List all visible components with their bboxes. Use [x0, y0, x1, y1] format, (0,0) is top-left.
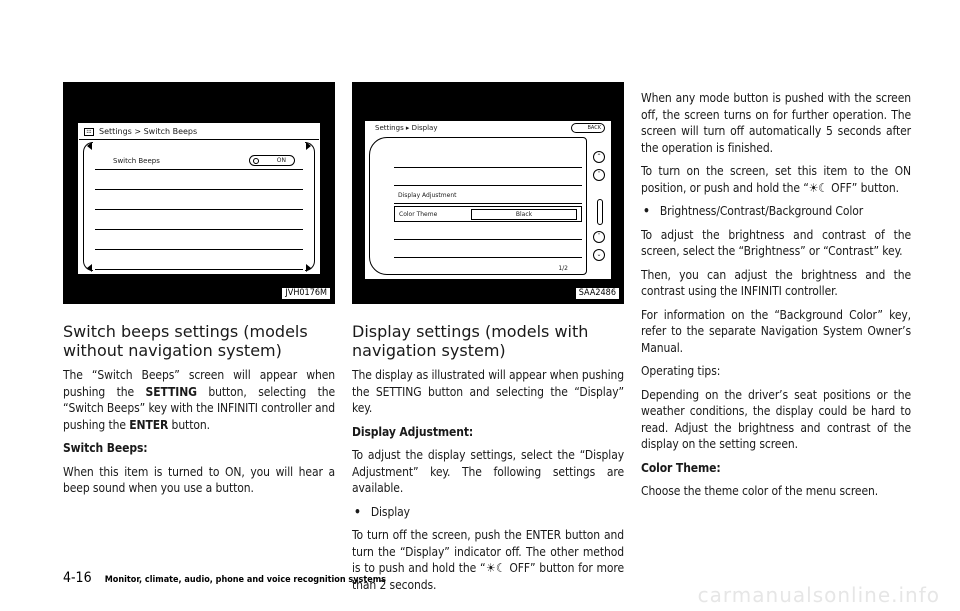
column-middle [352, 82, 624, 593]
list-item [394, 242, 582, 258]
switch-beeps-row[interactable] [95, 152, 303, 170]
list-item [95, 252, 303, 270]
paragraph: Operating tips: [641, 364, 721, 378]
toggle-indicator-icon [253, 158, 259, 164]
color-theme-value: Black [471, 209, 577, 220]
section-heading: Switch beeps settings (models without navigation system) [63, 322, 308, 360]
scroll-up-left-icon [87, 142, 92, 150]
paragraph: Choose the theme color of the menu screen. [641, 484, 879, 498]
color-theme-label: Color Theme [399, 211, 438, 218]
left-scroll-arc [83, 142, 93, 271]
switch-beeps-label: Switch Beeps [113, 157, 160, 165]
list-item [95, 232, 303, 250]
bullet-item: • Brightness/Contrast/Background Color [641, 203, 911, 220]
toggle-label: ON [276, 157, 286, 164]
switch-beeps-screen [78, 123, 320, 274]
scroll-down-left-icon [87, 264, 92, 272]
scroll-down-right-icon [306, 264, 311, 272]
list-item [95, 212, 303, 230]
scroll-top-icon[interactable]: ⌃ [593, 151, 605, 163]
paragraph: The display as illustrated will appear when pushing the SETTING button and selecting the “Display” key. [352, 368, 624, 415]
paragraph: The “Switch Beeps” screen will appear when pushing the SETTING button, selecting the “Switch Beeps” key with the INFINITI controller and pushing the ENTER button. [63, 368, 335, 432]
watermark: carmanualsonline.info [697, 583, 940, 607]
paragraph: When any mode button is pushed with the screen off, the screen turns on for further operation. The screen will turn off automatically 5 seconds after the operation is finished. [641, 91, 911, 155]
screen-title: Settings ▸ Display [375, 124, 438, 132]
scroll-controls [593, 151, 607, 261]
settings-panel [369, 137, 587, 275]
screen-list [79, 140, 319, 273]
back-button[interactable]: BACK [571, 123, 605, 133]
section-heading: Display settings (models with navigation system) [352, 322, 589, 360]
screen-title: Settings > Switch Beeps [99, 127, 198, 136]
figure-id: SAA2486 [576, 288, 619, 299]
column-right [641, 90, 911, 500]
scroll-down-icon[interactable]: ˅ [593, 231, 605, 243]
page-indicator: 1/2 [558, 265, 568, 272]
paragraph: For information on the “Background Color” key, refer to the separate Navigation System Owner’s Manual. [641, 307, 911, 355]
page-number: 4-16 [63, 570, 92, 586]
screen-title-bar [365, 121, 611, 135]
right-scroll-arc [305, 142, 315, 271]
column-left [63, 82, 335, 497]
scrollbar[interactable] [597, 199, 603, 225]
bullet-item: • Display [352, 504, 624, 521]
paragraph: When this item is turned to ON, you will hear a beep sound when you use a button. [63, 464, 335, 495]
paragraph: To adjust the display settings, select the “Display Adjustment” key. The following settings are available. [352, 448, 624, 495]
subheading: Display Adjustment: [352, 424, 474, 439]
list-item [394, 170, 582, 186]
paragraph: To turn on the screen, set this item to the ON position, or push and hold the “☀☾ OFF” button. [641, 164, 911, 195]
display-settings-screen [365, 121, 611, 279]
list-item [394, 152, 582, 168]
figure-id: JVH0176M [282, 288, 330, 299]
menu-icon: ☷ [84, 128, 94, 136]
figure-display-settings [352, 82, 624, 304]
paragraph: To turn off the screen, push the ENTER button and turn the “Display” indicator off. The other method is to push and hold the “☀☾ OFF” button for more than 2 seconds. [352, 528, 624, 592]
page-footer [63, 570, 386, 586]
display-adjustment-label: Display Adjustment [398, 192, 457, 199]
list-item [95, 192, 303, 210]
paragraph: To adjust the brightness and contrast of the screen, select the “Brightness” or “Contrast” key. [641, 227, 911, 258]
screen-title-bar [79, 124, 319, 140]
on-off-toggle[interactable] [249, 155, 295, 166]
scroll-up-right-icon [306, 142, 311, 150]
list-item [95, 172, 303, 190]
display-adjustment-row[interactable] [394, 188, 582, 204]
figure-switch-beeps [63, 82, 335, 304]
color-theme-row[interactable] [394, 206, 582, 222]
subheading: Switch Beeps: [63, 441, 148, 455]
section-title: Monitor, climate, audio, phone and voice recognition systems [104, 575, 386, 585]
scroll-bottom-icon[interactable]: ⌄ [593, 249, 605, 261]
list-item [394, 224, 582, 240]
paragraph: Depending on the driver’s seat positions or the weather conditions, the display could be hard to read. Adjust the brightness and contrast of the display on the setting screen. [641, 387, 911, 451]
scroll-up-icon[interactable]: ˄ [593, 169, 605, 181]
paragraph: Then, you can adjust the brightness and the contrast using the INFINITI controller. [641, 267, 911, 298]
subheading: Color Theme: [641, 460, 721, 475]
